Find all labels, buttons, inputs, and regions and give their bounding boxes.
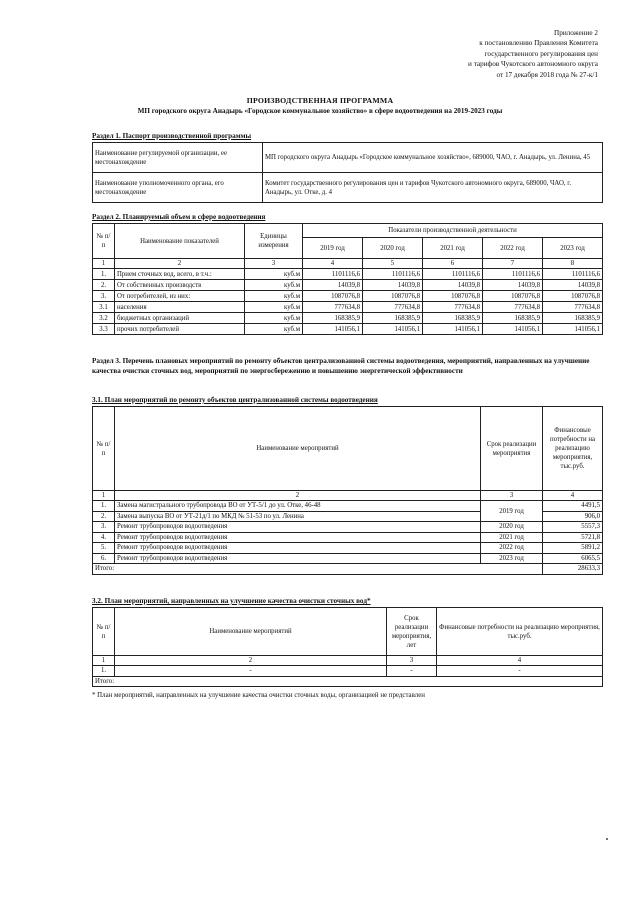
appendix-line: и тарифов Чукотского автономного округа [468, 60, 598, 69]
row-num: 3. [93, 291, 115, 302]
col-header-unit: Единицы измерения [245, 224, 303, 259]
col-header-group: Показатели производственной деятельности [303, 224, 603, 238]
row-unit: куб.м [245, 302, 303, 313]
volume-table [92, 223, 603, 335]
row-value: 14039,8 [483, 280, 543, 291]
index-cell: 2 [115, 491, 481, 501]
row-num: 1. [93, 666, 115, 677]
col-header-num: № п/п [93, 224, 115, 259]
row-value: 14039,8 [543, 280, 603, 291]
total-row [93, 676, 603, 687]
row-value: 777634,8 [483, 302, 543, 313]
index-cell: 1 [93, 656, 115, 666]
col-header-year: 2020 год [363, 238, 423, 259]
col-header-term: Срок реализации мероприятия, лет [387, 608, 437, 656]
row-value: 141056,1 [423, 324, 483, 335]
footnote: * План мероприятий, направленных на улучшение качества очистки сточных воды, организацией не представлен [92, 692, 425, 699]
row-value: 168385,9 [483, 313, 543, 324]
appendix-block [398, 28, 598, 80]
total-value: 28633,3 [543, 564, 603, 575]
index-cell: 6 [423, 259, 483, 269]
index-cell: 4 [437, 656, 603, 666]
col-header-year: 2023 год [543, 238, 603, 259]
table-row [93, 173, 603, 203]
row-value: 141056,1 [483, 324, 543, 335]
col-header-year: 2022 год [483, 238, 543, 259]
table-row [93, 324, 603, 335]
row-name: бюджетных организаций [115, 313, 245, 324]
row-value: 5721,8 [543, 532, 603, 543]
row-value: 14039,8 [423, 280, 483, 291]
row-value: 1087076,8 [483, 291, 543, 302]
row-term: 2022 год [481, 543, 543, 554]
table-row [93, 553, 603, 564]
row-name: От собственных производств [115, 280, 245, 291]
col-header-year: 2021 год [423, 238, 483, 259]
col-header-finance: Финансовые потребности на реализацию мероприятия, тыс.руб. [437, 608, 603, 656]
row-term: 2023 год [481, 553, 543, 564]
row-unit: куб.м [245, 269, 303, 280]
appendix-line: к постановлению Правления Комитета [479, 39, 598, 48]
table-row [93, 143, 603, 173]
row-value: 1101116,6 [423, 269, 483, 280]
row-num: 5. [93, 543, 115, 554]
row-name: От потребителей, из них: [115, 291, 245, 302]
index-cell: 2 [115, 259, 245, 269]
col-header-name: Наименование показателей [115, 224, 245, 259]
row-value: 141056,1 [303, 324, 363, 335]
document-subtitle: МП городского округа Анадырь «Городское коммунальное хозяйство» в сфере водоотведения на 2019-2023 годы [137, 107, 503, 115]
row-name: прочих потребителей [115, 324, 245, 335]
index-row [93, 491, 603, 501]
row-name: - [115, 666, 387, 677]
table-row [93, 269, 603, 280]
index-cell: 4 [543, 491, 603, 501]
row-value: 168385,9 [363, 313, 423, 324]
total-row [93, 564, 603, 575]
row-value: 777634,8 [363, 302, 423, 313]
index-cell: 1 [93, 491, 115, 501]
col-header-term: Срок реализации мероприятия [481, 407, 543, 491]
table-row [93, 522, 603, 533]
index-cell: 8 [543, 259, 603, 269]
row-value: 14039,8 [303, 280, 363, 291]
col-header-num: № п/п [93, 407, 115, 491]
document-title: ПРОИЗВОДСТВЕННАЯ ПРОГРАММА [246, 96, 394, 105]
section3-1-heading: 3.1. План мероприятий по ремонту объектов централизованной системы водоотведения [92, 396, 378, 404]
row-term: 2020 год [481, 522, 543, 533]
table-row [93, 501, 603, 512]
col-header-finance: Финансовые потребности на реализацию мероприятия, тыс.руб. [543, 407, 603, 491]
index-row [93, 656, 603, 666]
table-row [93, 543, 603, 554]
index-cell: 5 [363, 259, 423, 269]
row-term: 2019 год [481, 501, 543, 522]
row-name: Замена выпуска ВО от УТ-21д/1 по МКД № 51-53 по ул. Ленина [115, 511, 481, 522]
passport-table [92, 142, 603, 203]
row-term: - [387, 666, 437, 677]
table-row [93, 280, 603, 291]
row-value: 141056,1 [363, 324, 423, 335]
row-value: 6065,5 [543, 553, 603, 564]
row-value: 5557,3 [543, 522, 603, 533]
col-header-year: 2019 год [303, 238, 363, 259]
row-value: 168385,9 [543, 313, 603, 324]
appendix-line: Приложение 2 [554, 29, 598, 37]
row-value: 14039,8 [363, 280, 423, 291]
row-num: 1. [93, 269, 115, 280]
row-value: 777634,8 [423, 302, 483, 313]
passport-label: Наименование регулируемой организации, ее местонахождение [93, 143, 263, 173]
index-cell: 2 [115, 656, 387, 666]
row-name: Ремонт трубопроводов водоотведения [115, 543, 481, 554]
index-cell: 4 [303, 259, 363, 269]
row-value: - [437, 666, 603, 677]
appendix-line: от 17 декабря 2018 года № 27-к/1 [496, 70, 598, 79]
section3-2-heading: 3.2. План мероприятий, направленных на улучшение качества очистки сточных вод* [92, 597, 371, 605]
index-cell: 3 [245, 259, 303, 269]
index-cell: 3 [387, 656, 437, 666]
row-value: 1087076,8 [303, 291, 363, 302]
row-name: Ремонт трубопроводов водоотведения [115, 553, 481, 564]
table-row [93, 302, 603, 313]
row-value: 906,0 [543, 511, 603, 522]
row-value: 168385,9 [303, 313, 363, 324]
index-cell: 1 [93, 259, 115, 269]
row-num: 1. [93, 501, 115, 512]
row-name: населения [115, 302, 245, 313]
row-unit: куб.м [245, 324, 303, 335]
row-num: 3. [93, 522, 115, 533]
scan-speck [606, 838, 608, 840]
table-row [93, 313, 603, 324]
table-row [93, 532, 603, 543]
index-cell: 7 [483, 259, 543, 269]
row-num: 2. [93, 511, 115, 522]
row-value: 1101116,6 [543, 269, 603, 280]
passport-value: МП городского округа Анадырь «Городское коммунальное хозяйство», 689000, ЧАО, г. Анадырь, ул. Ленина, 45 [263, 143, 603, 173]
row-value: 1087076,8 [543, 291, 603, 302]
col-header-name: Наименование мероприятий [115, 407, 481, 491]
row-value: 1087076,8 [423, 291, 483, 302]
row-name: Замена магистрального трубопровода ВО от УТ-5/1 до ул. Отке, 46-48 [115, 501, 481, 512]
row-num: 6. [93, 553, 115, 564]
row-unit: куб.м [245, 313, 303, 324]
row-value: 141056,1 [543, 324, 603, 335]
total-label: Итого: [93, 676, 603, 687]
row-num: 4. [93, 532, 115, 543]
row-value: 168385,9 [423, 313, 483, 324]
col-header-num: № п/п [93, 608, 115, 656]
passport-value: Комитет государственного регулирования цен и тарифов Чукотского автономного округа, 689000, ЧАО, г. Анадырь, ул. Отке, д. 4 [263, 173, 603, 203]
quality-plan-table [92, 607, 603, 687]
appendix-line: государственного регулирования цен [484, 49, 598, 58]
table-row [93, 666, 603, 677]
row-term: 2021 год [481, 532, 543, 543]
row-unit: куб.м [245, 280, 303, 291]
row-value: 1101116,6 [483, 269, 543, 280]
index-cell: 3 [481, 491, 543, 501]
passport-label: Наименование уполномоченного органа, его местонахождение [93, 173, 263, 203]
row-num: 3.2 [93, 313, 115, 324]
row-value: 1101116,6 [303, 269, 363, 280]
section2-heading: Раздел 2. Планируемый объем в сфере водоотведения [92, 213, 266, 221]
row-unit: куб.м [245, 291, 303, 302]
row-value: 4491,5 [543, 501, 603, 512]
table-row [93, 291, 603, 302]
row-num: 3.1 [93, 302, 115, 313]
row-name: Ремонт трубопроводов водоотведения [115, 522, 481, 533]
row-num: 3.3 [93, 324, 115, 335]
row-value: 1101116,6 [363, 269, 423, 280]
row-num: 2. [93, 280, 115, 291]
row-value: 1087076,8 [363, 291, 423, 302]
row-value: 5891,2 [543, 543, 603, 554]
index-row [93, 259, 603, 269]
row-value: 777634,8 [543, 302, 603, 313]
row-name: Прием сточных вод, всего, в т.ч.: [115, 269, 245, 280]
repair-plan-table [92, 406, 603, 575]
row-value: 777634,8 [303, 302, 363, 313]
col-header-name: Наименование мероприятий [115, 608, 387, 656]
row-name: Ремонт трубопроводов водоотведения [115, 532, 481, 543]
section3-heading: Раздел 3. Перечень плановых мероприятий по ремонту объектов централизованной системы водоотведения, мероприятий, направленных на улучшение качества очистки сточных вод, мероприятий по энергосбережению и повышению энергетической эффективности [92, 357, 590, 375]
total-label: Итого: [93, 564, 543, 575]
section1-heading: Раздел 1. Паспорт производственной программы [92, 132, 252, 140]
